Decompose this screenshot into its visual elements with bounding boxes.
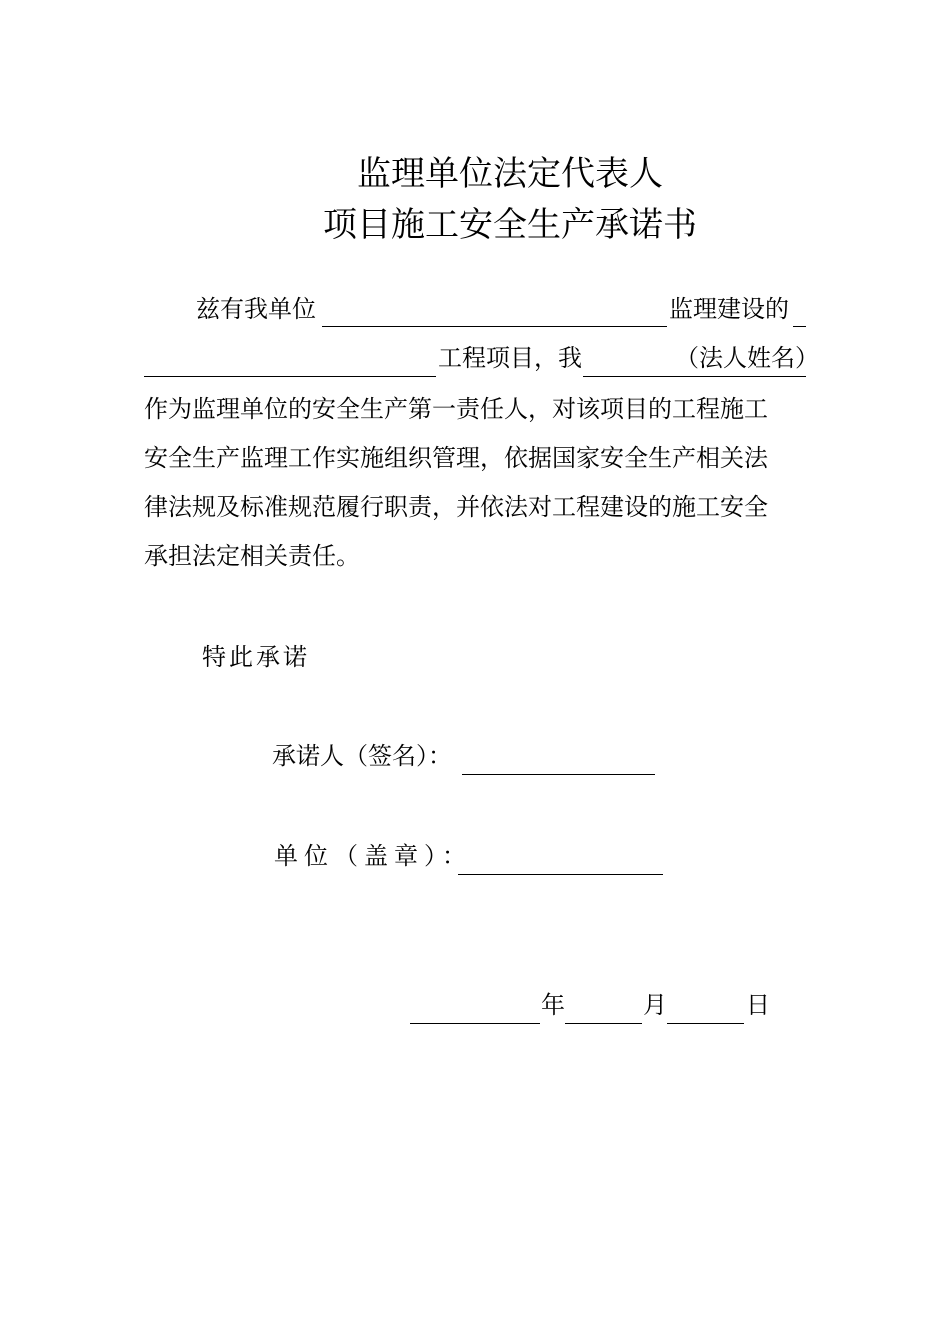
intro-text: 兹有我单位 xyxy=(196,295,316,323)
day-blank[interactable] xyxy=(667,1023,744,1024)
unit-name-blank[interactable] xyxy=(322,326,667,327)
day-label: 日 xyxy=(746,991,770,1019)
promise-text: 特此承诺 xyxy=(202,643,310,671)
project-text: 工程项目，我 xyxy=(438,344,582,372)
month-blank[interactable] xyxy=(565,1023,642,1024)
year-label: 年 xyxy=(541,991,565,1019)
supervise-text: 监理建设的 xyxy=(669,295,789,323)
project-name-blank[interactable] xyxy=(144,376,436,377)
body-line: 安全生产监理工作实施组织管理，依据国家安全生产相关法 xyxy=(144,444,768,472)
seal-blank[interactable] xyxy=(458,874,663,875)
signer-label: 承诺人（签名）： xyxy=(272,742,452,770)
legal-name-blank[interactable] xyxy=(583,376,806,377)
document-title-line1: 监理单位法定代表人 xyxy=(357,154,663,194)
project-name-blank-start[interactable] xyxy=(793,326,806,327)
unit-seal-label: 单位（盖章）： xyxy=(274,842,472,870)
body-line: 承担法定相关责任。 xyxy=(144,542,360,570)
year-blank[interactable] xyxy=(410,1023,540,1024)
body-line: 律法规及标准规范履行职责，并依法对工程建设的施工安全 xyxy=(144,493,768,521)
month-label: 月 xyxy=(643,991,667,1019)
document-title-line2: 项目施工安全生产承诺书 xyxy=(323,205,697,245)
signature-blank[interactable] xyxy=(462,774,655,775)
body-line: 作为监理单位的安全生产第一责任人，对该项目的工程施工 xyxy=(144,395,768,423)
legal-name-hint: （法人姓名） xyxy=(675,344,819,372)
